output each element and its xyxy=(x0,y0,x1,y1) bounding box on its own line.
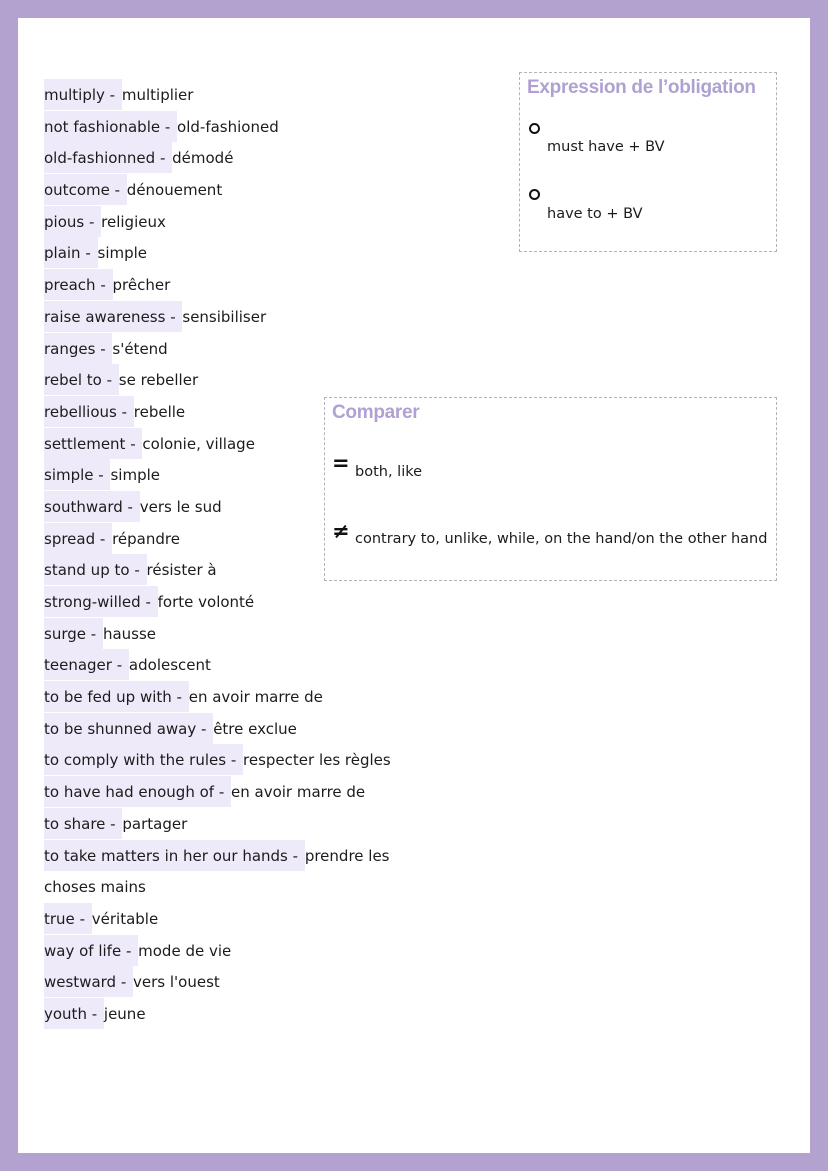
compare-title: Comparer xyxy=(332,402,420,423)
vocab-term xyxy=(44,174,127,205)
equals-icon: = xyxy=(332,451,350,475)
page xyxy=(18,18,810,1153)
vocab-line xyxy=(44,714,391,746)
obligation-title: Expression de l’obligation xyxy=(527,77,756,98)
vocab-separator: - xyxy=(86,1004,102,1023)
vocab-term-text: southward xyxy=(44,497,123,516)
vocab-translation: en avoir marre de xyxy=(231,783,366,802)
vocab-term-text: stand up to xyxy=(44,561,130,580)
vocab-term xyxy=(44,333,112,364)
vocab-separator: - xyxy=(104,86,120,104)
vocab-separator: - xyxy=(129,561,145,580)
vocab-translation: religieux xyxy=(101,212,166,231)
vocab-term xyxy=(44,364,119,395)
vocab-line xyxy=(44,682,391,714)
vocab-term xyxy=(44,966,133,997)
vocab-translation: colonie, village xyxy=(142,434,255,453)
vocab-separator: - xyxy=(165,307,181,326)
vocab-term-text: raise awareness xyxy=(44,307,166,326)
vocab-term-text: youth xyxy=(44,1004,87,1023)
vocab-separator: - xyxy=(140,593,156,611)
vocab-translation: être exclue xyxy=(213,719,297,738)
vocab-term xyxy=(44,586,158,617)
vocab-term xyxy=(44,713,213,744)
vocab-translation: forte volonté xyxy=(157,593,255,611)
compare-box xyxy=(324,397,777,581)
vocab-term-text: to be fed up with xyxy=(44,688,172,707)
vocab-term xyxy=(44,428,142,459)
vocab-term xyxy=(44,618,103,649)
vocab-separator: - xyxy=(171,688,187,707)
vocab-translation: véritable xyxy=(91,909,159,928)
vocab-translation: mode de vie xyxy=(138,941,232,960)
vocab-term xyxy=(44,998,104,1029)
vocab-separator: - xyxy=(160,117,176,136)
vocab-separator: - xyxy=(116,973,132,992)
vocab-term-text: to be shunned away xyxy=(44,719,197,738)
vocab-translation: sensibiliser xyxy=(182,307,267,326)
vocab-line xyxy=(44,302,391,334)
vocab-term xyxy=(44,301,182,332)
vocab-separator: - xyxy=(155,149,171,168)
vocab-translation: old-fashioned xyxy=(177,117,279,136)
vocab-translation: choses mains xyxy=(44,878,146,897)
vocab-translation: hausse xyxy=(102,624,157,643)
vocab-term xyxy=(44,79,122,110)
vocab-separator: - xyxy=(74,909,90,928)
vocab-separator: - xyxy=(196,719,212,738)
vocab-term-text: ranges xyxy=(44,339,96,358)
vocab-line xyxy=(44,365,391,397)
vocab-translation: prêcher xyxy=(112,276,171,295)
vocab-translation: démodé xyxy=(172,149,234,168)
vocab-separator: - xyxy=(109,181,125,200)
vocab-translation: prendre les xyxy=(304,846,390,865)
vocab-term-text: settlement xyxy=(44,434,126,453)
vocab-separator: - xyxy=(95,339,111,358)
vocab-term-text: surge xyxy=(44,624,86,643)
vocab-line xyxy=(44,207,391,239)
vocab-line xyxy=(44,619,391,651)
vocab-separator: - xyxy=(226,751,242,770)
vocab-separator: - xyxy=(105,814,121,833)
vocab-term xyxy=(44,206,101,237)
vocab-term xyxy=(44,269,113,300)
vocab-line xyxy=(44,999,391,1031)
vocab-separator: - xyxy=(287,846,303,865)
vocab-term-text: to share xyxy=(44,814,106,833)
vocab-line xyxy=(44,777,391,809)
vocab-line xyxy=(44,809,391,841)
vocab-line xyxy=(44,872,391,904)
vocab-term xyxy=(44,111,177,142)
vocab-term-text: to comply with the rules xyxy=(44,751,227,770)
vocab-term-text: outcome xyxy=(44,181,110,200)
vocab-line xyxy=(44,904,391,936)
vocab-term xyxy=(44,491,140,522)
vocab-term-text: rebellious xyxy=(44,402,117,421)
vocab-line xyxy=(44,112,391,144)
vocab-separator: - xyxy=(214,783,230,802)
vocab-term xyxy=(44,396,134,427)
obligation-box xyxy=(519,72,777,252)
vocab-term xyxy=(44,744,243,775)
vocab-term xyxy=(44,649,129,680)
vocab-translation: se rebeller xyxy=(118,371,199,390)
vocab-line xyxy=(44,80,391,112)
vocab-term-text: old-fashionned xyxy=(44,149,156,168)
obligation-item: must have + BV xyxy=(547,139,665,155)
vocab-term xyxy=(44,142,172,173)
vocab-term-text: to take matters in her our hands xyxy=(44,846,288,865)
vocab-separator: - xyxy=(85,624,101,643)
vocab-term xyxy=(44,935,138,966)
vocab-line xyxy=(44,967,391,999)
vocab-term-text: rebel to xyxy=(44,371,102,390)
vocab-term xyxy=(44,840,305,871)
vocab-separator: - xyxy=(111,656,127,675)
vocab-separator: - xyxy=(121,941,137,960)
vocab-line xyxy=(44,745,391,777)
vocab-term-text: simple xyxy=(44,466,94,485)
vocab-line xyxy=(44,936,391,968)
vocab-term xyxy=(44,903,92,934)
not-equal-icon: ≠ xyxy=(332,519,350,543)
obligation-item: have to + BV xyxy=(547,206,643,222)
vocab-term-text: plain xyxy=(44,244,81,263)
vocab-term xyxy=(44,681,189,712)
bullet-icon xyxy=(529,189,540,200)
vocab-line xyxy=(44,841,391,873)
vocab-line xyxy=(44,587,391,619)
vocab-translation: partager xyxy=(122,814,188,833)
vocab-separator: - xyxy=(125,434,141,453)
vocab-term-text: spread xyxy=(44,529,96,548)
vocab-line xyxy=(44,270,391,302)
vocab-term-text: strong-willed xyxy=(44,593,141,611)
vocab-translation: vers le sud xyxy=(139,497,222,516)
vocab-term xyxy=(44,459,110,490)
vocab-translation: multiplier xyxy=(121,86,194,104)
vocab-term xyxy=(44,776,231,807)
vocab-translation: en avoir marre de xyxy=(188,688,323,707)
vocab-term xyxy=(44,554,147,585)
vocab-line xyxy=(44,175,391,207)
vocab-term xyxy=(44,808,122,839)
vocab-term-text: true xyxy=(44,909,75,928)
vocab-line xyxy=(44,334,391,366)
vocab-term-text: multiply xyxy=(44,86,105,104)
vocab-line xyxy=(44,650,391,682)
vocab-separator: - xyxy=(116,402,132,421)
vocab-separator: - xyxy=(93,466,109,485)
vocab-translation: s'étend xyxy=(112,339,168,358)
not-equal-text: contrary to, unlike, while, on the hand/on the other hand xyxy=(355,531,768,547)
vocab-separator: - xyxy=(101,371,117,390)
vocab-term-text: way of life xyxy=(44,941,122,960)
bullet-icon xyxy=(529,123,540,134)
vocab-translation: simple xyxy=(110,466,160,485)
vocab-separator: - xyxy=(84,212,100,231)
vocab-separator: - xyxy=(122,497,138,516)
vocab-translation: rebelle xyxy=(133,402,186,421)
vocab-term-text: pious xyxy=(44,212,85,231)
vocab-translation: jeune xyxy=(103,1004,146,1023)
vocab-line xyxy=(44,143,391,175)
vocab-term xyxy=(44,523,112,554)
vocab-line xyxy=(44,238,391,270)
vocab-separator: - xyxy=(95,276,111,295)
vocab-translation: simple xyxy=(97,244,148,263)
vocab-separator: - xyxy=(80,244,96,263)
vocab-translation: adolescent xyxy=(128,656,211,675)
vocab-term-text: preach xyxy=(44,276,96,295)
vocab-translation: dénouement xyxy=(126,181,223,200)
vocab-term-text: westward xyxy=(44,973,117,992)
vocab-term-text: teenager xyxy=(44,656,112,675)
vocab-term-text: not fashionable xyxy=(44,117,161,136)
vocab-translation: répandre xyxy=(112,529,180,548)
equal-text: both, like xyxy=(355,464,423,480)
vocab-translation: respecter les règles xyxy=(243,751,391,770)
vocab-translation: vers l'ouest xyxy=(133,973,220,992)
vocab-separator: - xyxy=(95,529,111,548)
vocab-translation: résister à xyxy=(146,561,217,580)
vocab-term-text: to have had enough of xyxy=(44,783,215,802)
vocab-term xyxy=(44,237,98,268)
